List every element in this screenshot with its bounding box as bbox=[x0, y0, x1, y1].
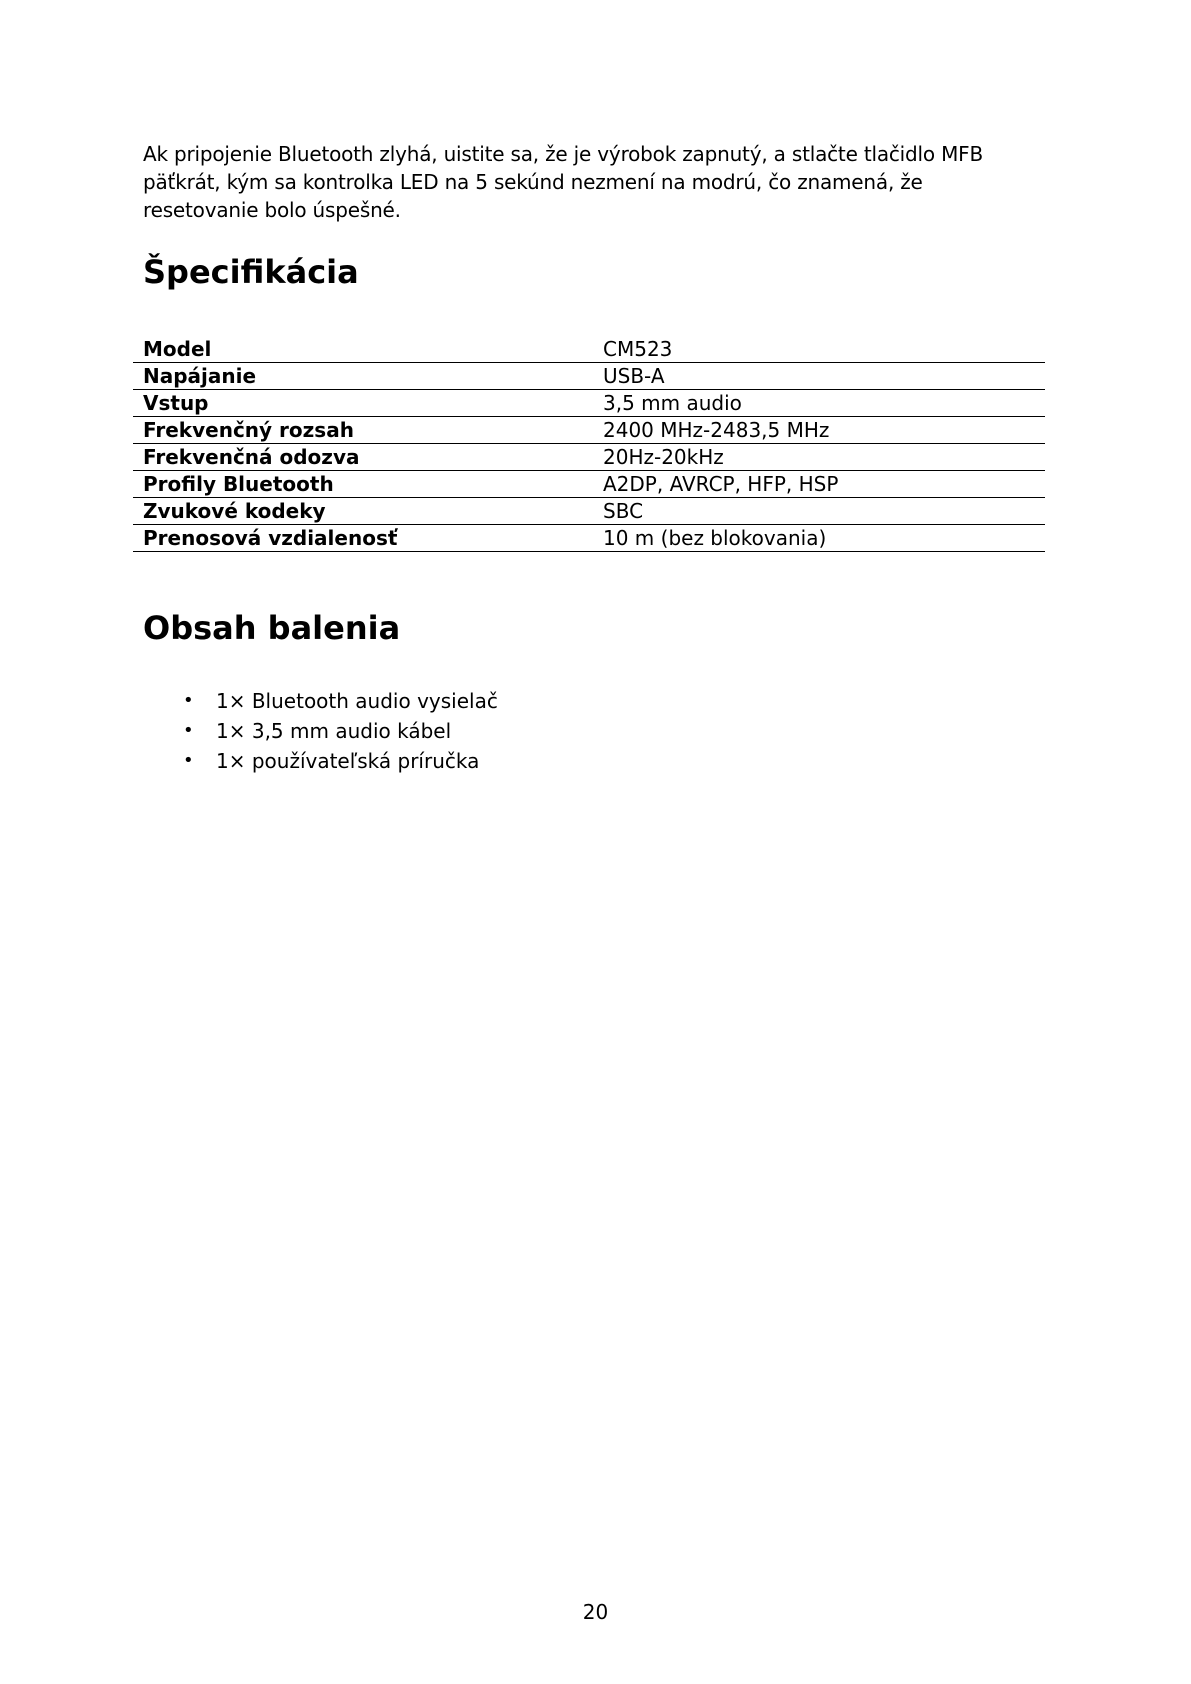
intro-line-2: päťkrát, kým sa kontrolka LED na 5 sekúnd nezmení na modrú, čo znamená, že bbox=[143, 170, 923, 194]
spec-table bbox=[133, 336, 1045, 552]
spec-value: 3,5 mm audio bbox=[603, 391, 742, 415]
table-row bbox=[133, 471, 1045, 498]
table-row bbox=[133, 390, 1045, 417]
spec-key: Frekvenčná odozva bbox=[143, 445, 360, 469]
list-item bbox=[143, 716, 1055, 746]
spec-key: Napájanie bbox=[143, 364, 257, 388]
spec-value: A2DP, AVRCP, HFP, HSP bbox=[603, 472, 839, 496]
list-item bbox=[143, 686, 1055, 716]
spec-key: Vstup bbox=[143, 391, 209, 415]
bullet-icon: • bbox=[183, 720, 194, 741]
bullet-icon: • bbox=[183, 690, 194, 711]
contents-heading: Obsah balenia bbox=[143, 609, 401, 647]
spec-key: Zvukové kodeky bbox=[143, 499, 326, 523]
list-item-text: 1× Bluetooth audio vysielač bbox=[216, 689, 498, 713]
spec-value: CM523 bbox=[603, 337, 673, 361]
table-row bbox=[133, 417, 1045, 444]
table-row bbox=[133, 525, 1045, 552]
intro-paragraph bbox=[143, 140, 1055, 224]
spec-value: SBC bbox=[603, 499, 644, 523]
table-row bbox=[133, 363, 1045, 390]
spec-key: Frekvenčný rozsah bbox=[143, 418, 354, 442]
table-row bbox=[133, 444, 1045, 471]
spec-heading: Špecifikácia bbox=[143, 253, 359, 291]
table-row bbox=[133, 336, 1045, 363]
spec-key: Profily Bluetooth bbox=[143, 472, 334, 496]
document-page bbox=[143, 140, 1055, 776]
intro-line-1: Ak pripojenie Bluetooth zlyhá, uistite sa, že je výrobok zapnutý, a stlačte tlačidlo MFB bbox=[143, 142, 983, 166]
table-row bbox=[133, 498, 1045, 525]
list-item-text: 1× používateľská príručka bbox=[216, 749, 480, 773]
list-item-text: 1× 3,5 mm audio kábel bbox=[216, 719, 452, 743]
intro-line-3: resetovanie bolo úspešné. bbox=[143, 198, 401, 222]
spec-value: 10 m (bez blokovania) bbox=[603, 526, 827, 550]
bullet-icon: • bbox=[183, 750, 194, 771]
spec-value: USB-A bbox=[603, 364, 665, 388]
spec-key: Prenosová vzdialenosť bbox=[143, 526, 398, 550]
contents-list bbox=[143, 686, 1055, 776]
spec-key: Model bbox=[143, 337, 212, 361]
spec-value: 20Hz-20kHz bbox=[603, 445, 724, 469]
list-item bbox=[143, 746, 1055, 776]
spec-value: 2400 MHz-2483,5 MHz bbox=[603, 418, 830, 442]
page-number: 20 bbox=[582, 1600, 609, 1624]
